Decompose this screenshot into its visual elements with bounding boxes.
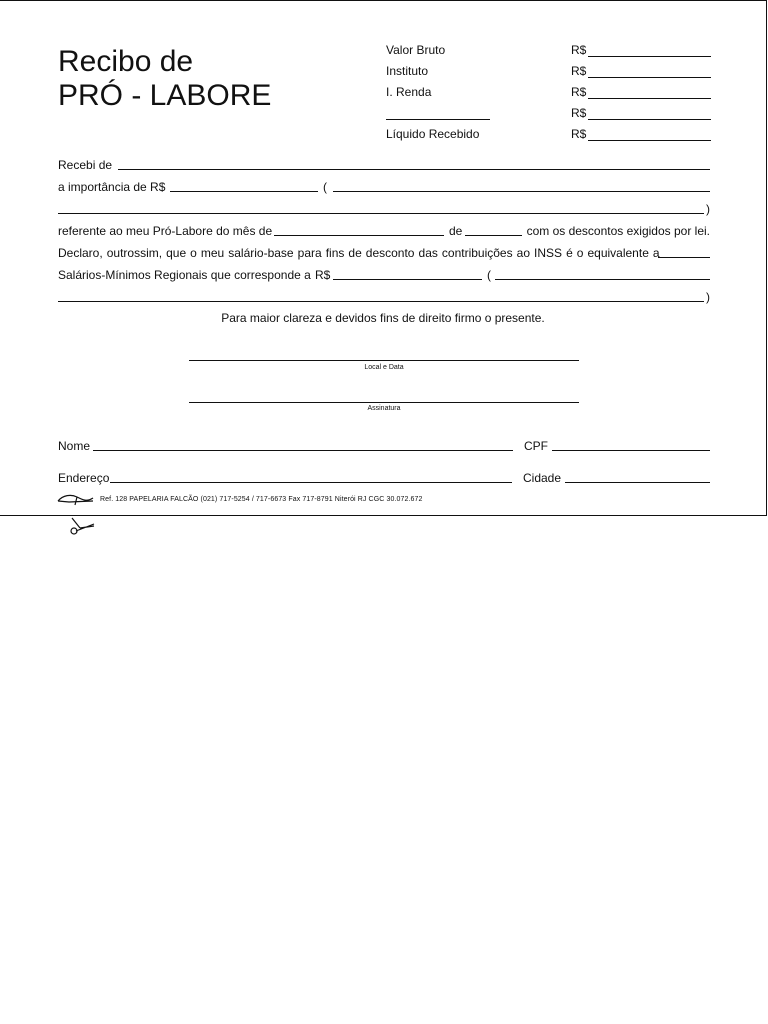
row-salary-words-cont	[58, 289, 710, 307]
local-data-label: Local e Data	[364, 364, 404, 371]
summary-label: Líquido Recebido	[386, 127, 480, 141]
summary-label: Instituto	[386, 64, 429, 78]
cpf-field[interactable]	[552, 450, 710, 451]
currency-label: R$	[571, 43, 587, 57]
scissors-icon	[68, 516, 96, 536]
city-field[interactable]	[565, 482, 710, 483]
amount-in-words-field[interactable]	[333, 191, 710, 192]
footer-info: Ref. 128 PAPELARIA FALCÃO (021) 717-5254 / 717-6673 Fax 717-8791 Niterói RJ CGC 30.072.672	[100, 496, 423, 503]
name-field[interactable]	[93, 450, 513, 451]
amount-field[interactable]	[588, 98, 711, 99]
currency-label: R$	[571, 106, 587, 120]
row-declaro	[58, 245, 710, 263]
amount-field[interactable]	[588, 119, 711, 120]
title-line-1: Recibo de	[58, 45, 194, 78]
row-salarios	[58, 267, 710, 285]
paren-open: (	[487, 268, 491, 282]
paren-close: )	[706, 290, 710, 304]
row-importancia	[58, 179, 710, 197]
address-field[interactable]	[110, 482, 512, 483]
paren-open: (	[323, 180, 327, 194]
label-importancia: a importância de R$	[58, 180, 166, 194]
row-referente	[58, 223, 710, 241]
salary-words-field[interactable]	[495, 279, 710, 280]
currency-label: R$	[571, 127, 587, 141]
summary-label: Valor Bruto	[386, 43, 446, 57]
statement-text: Para maior clareza e devidos fins de direito firmo o presente.	[221, 311, 545, 325]
row-endereco	[58, 470, 710, 488]
label-referente: referente ao meu Pró-Labore do mês de	[58, 224, 273, 238]
signature-field[interactable]	[189, 402, 579, 403]
salary-amount-field[interactable]	[333, 279, 482, 280]
label-recebi-de: Recebi de	[58, 158, 113, 172]
summary-row-i-renda	[386, 85, 711, 103]
label-salarios: Salários-Mínimos Regionais que corresponde a	[58, 268, 311, 282]
blank-label-field[interactable]	[386, 119, 490, 120]
signature-label: Assinatura	[367, 405, 401, 412]
form-title	[58, 45, 271, 113]
label-cidade: Cidade	[523, 471, 562, 485]
amount-field[interactable]	[588, 56, 711, 57]
signature-mark-icon	[57, 492, 95, 508]
row-amount-words-cont	[58, 201, 710, 219]
row-recebi-de	[58, 157, 710, 175]
summary-row-instituto	[386, 64, 711, 82]
summary-row-blank	[386, 106, 711, 124]
paren-close: )	[706, 202, 710, 216]
label-cpf: CPF	[524, 439, 548, 453]
currency-label: R$	[571, 85, 587, 99]
salary-words-field-2[interactable]	[58, 301, 704, 302]
label-endereco: Endereço	[58, 471, 110, 485]
amount-field[interactable]	[588, 140, 711, 141]
month-field[interactable]	[274, 235, 444, 236]
summary-label: I. Renda	[386, 85, 432, 99]
amount-field[interactable]	[588, 77, 711, 78]
label-nome: Nome	[58, 439, 91, 453]
amount-input[interactable]	[170, 191, 318, 192]
salaries-count-field[interactable]	[658, 257, 710, 258]
amount-in-words-field-2[interactable]	[58, 213, 704, 214]
label-declaro: Declaro, outrossim, que o meu salário-base para fins de desconto das contribuições ao INSS é o equivalente a	[58, 246, 660, 260]
local-data-field[interactable]	[189, 360, 579, 361]
row-nome	[58, 438, 710, 456]
label-de: de	[449, 224, 463, 238]
year-field[interactable]	[465, 235, 522, 236]
label-descontos: com os descontos exigidos por lei.	[526, 224, 710, 238]
title-line-2: PRÓ - LABORE	[58, 79, 272, 112]
payer-field[interactable]	[118, 169, 710, 170]
currency-label: R$	[571, 64, 587, 78]
label-rs: R$	[315, 268, 331, 282]
summary-row-valor-bruto	[386, 43, 711, 61]
summary-row-liquido	[386, 127, 711, 145]
